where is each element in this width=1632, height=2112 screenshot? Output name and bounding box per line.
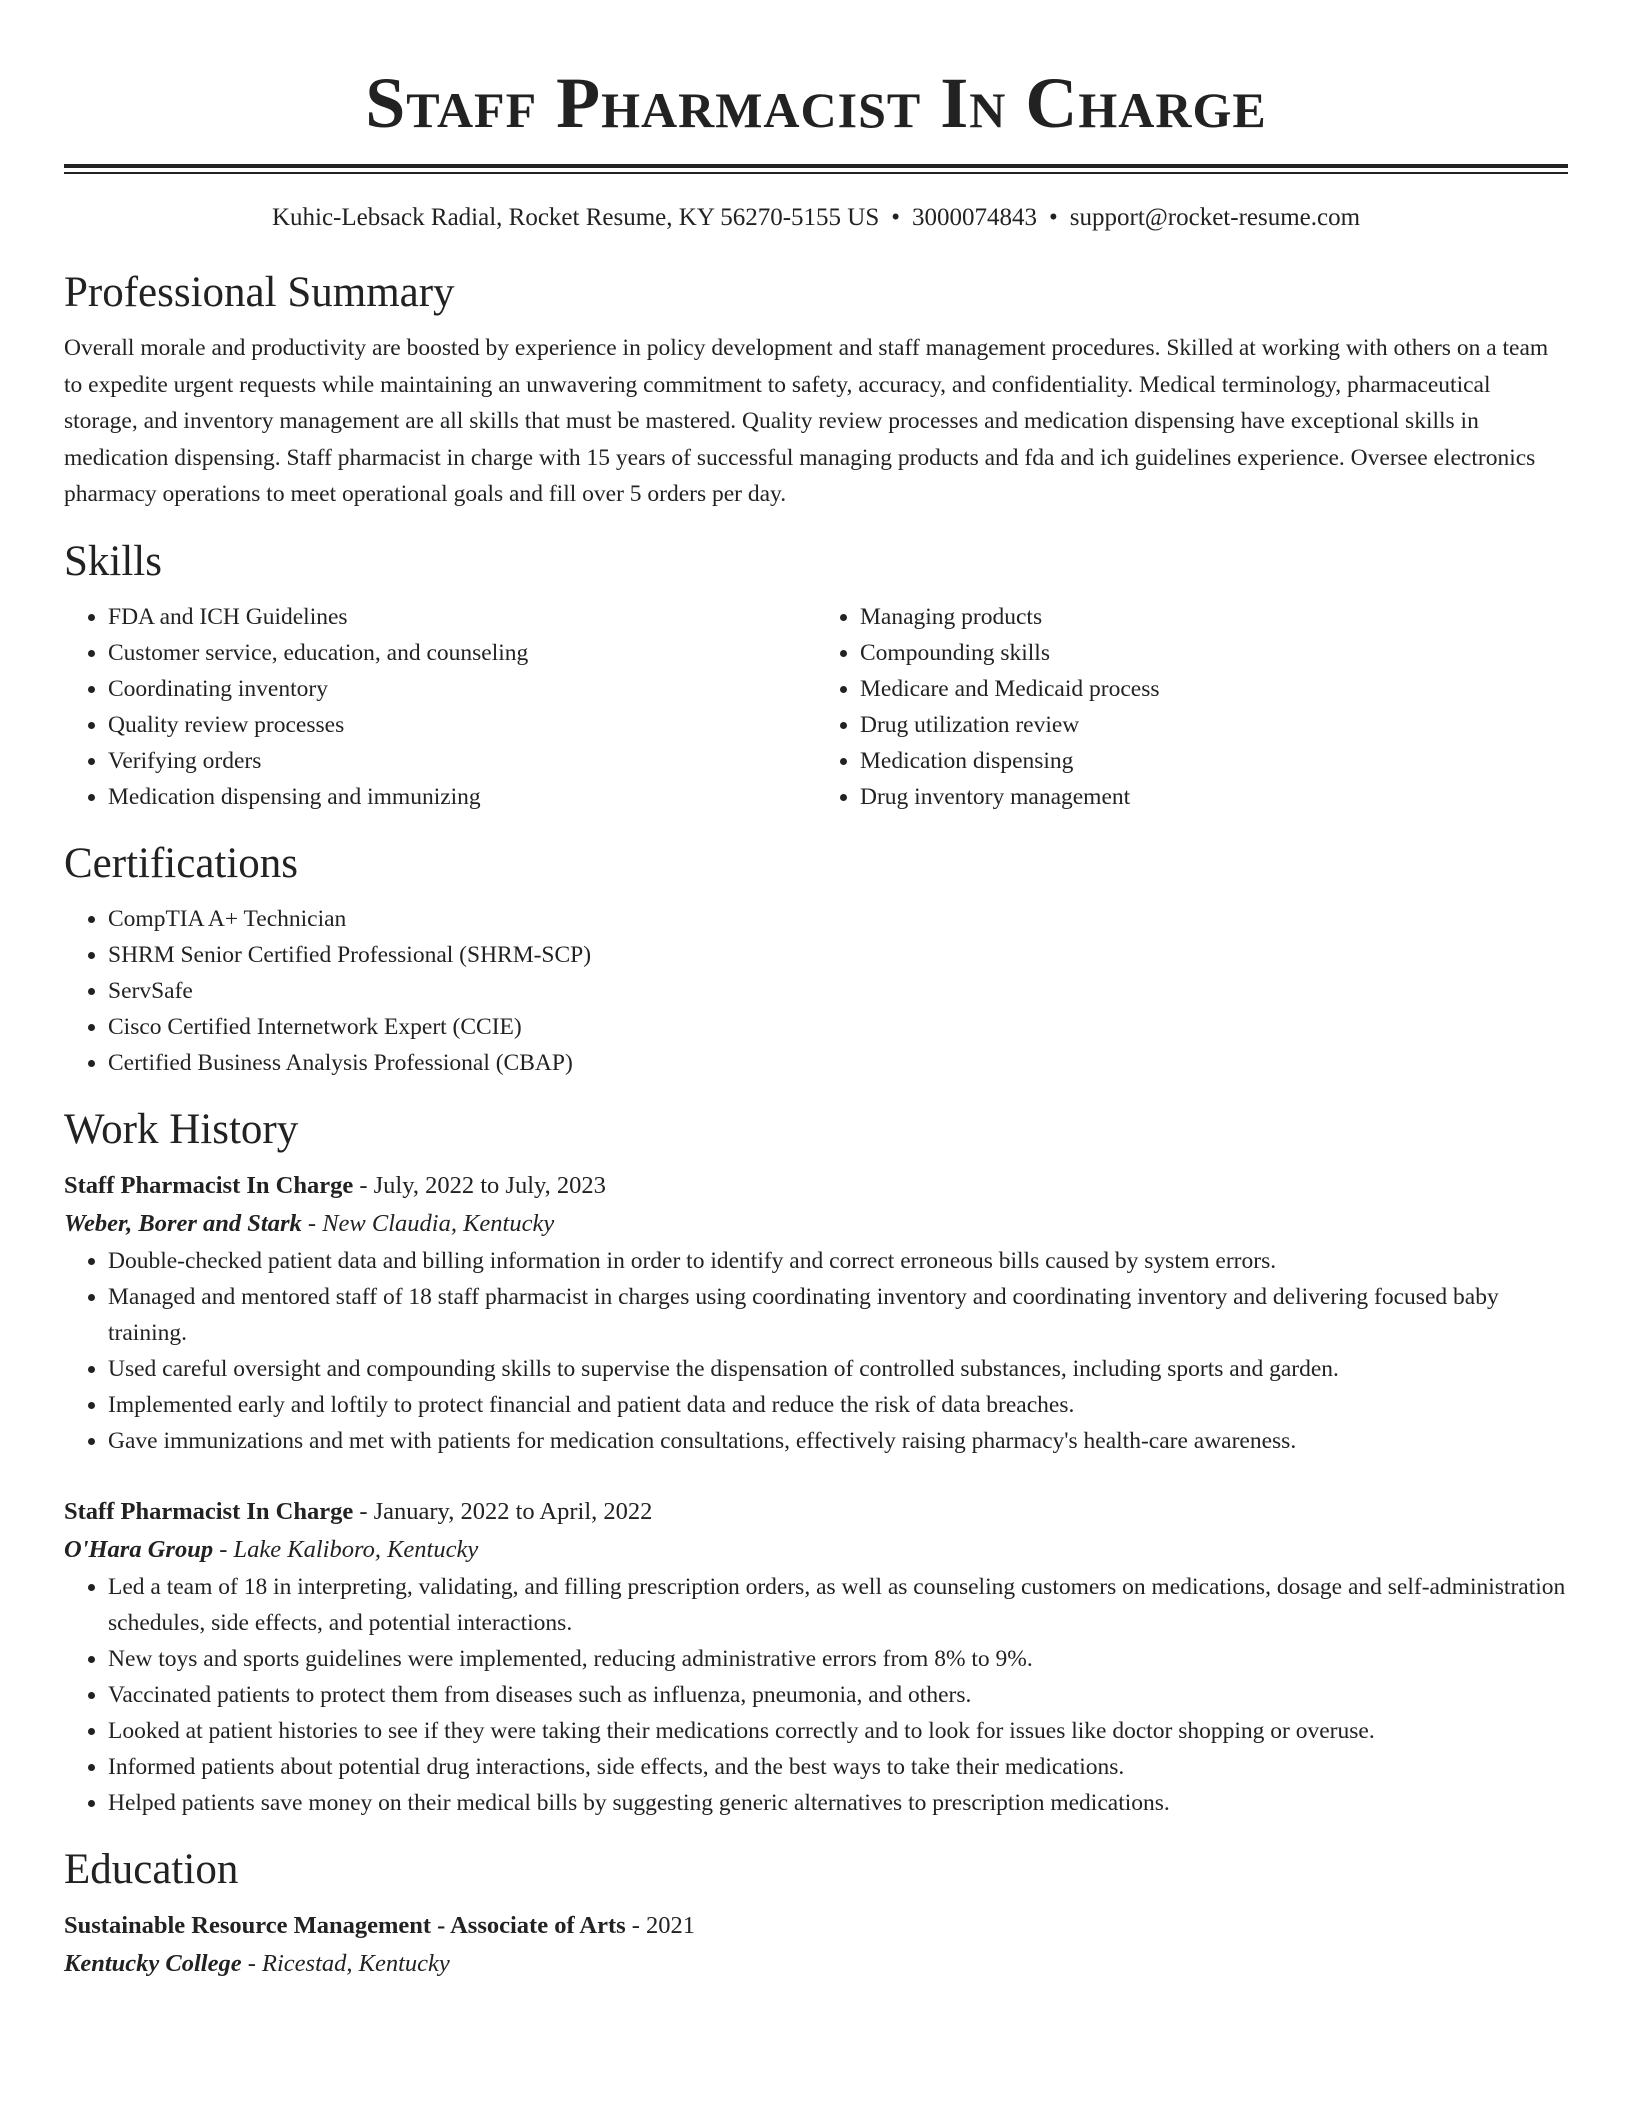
job-entry <box>64 1167 1568 1459</box>
education-degree-line <box>64 1907 1568 1945</box>
job-bullets <box>64 1569 1568 1821</box>
skills-heading: Skills <box>64 537 162 585</box>
skill-item: • Medicare and Medicaid process <box>860 671 1568 707</box>
job-bullet: • Implemented early and loftily to protect financial and patient data and reduce the risk of data breaches. <box>108 1387 1568 1423</box>
education-heading: Education <box>64 1845 239 1893</box>
education-location: - Ricestad, Kentucky <box>241 1949 450 1977</box>
skill-item: • Medication dispensing and immunizing <box>108 779 816 815</box>
contact-line <box>64 202 1568 234</box>
skill-item: • Verifying orders <box>108 743 816 779</box>
skill-item: • Medication dispensing <box>860 743 1568 779</box>
job-bullet: • New toys and sports guidelines were implemented, reducing administrative errors from 8% to 9%. <box>108 1641 1568 1677</box>
job-bullet: • Double-checked patient data and billing information in order to identify and correct erroneous bills caused by system errors. <box>108 1243 1568 1279</box>
job-title: Staff Pharmacist In Charge <box>64 1171 354 1199</box>
skill-item: • Customer service, education, and counseling <box>108 635 816 671</box>
certification-item: • Cisco Certified Internetwork Expert (CCIE) <box>108 1009 1568 1045</box>
skills-column-left <box>64 599 816 815</box>
job-company: O'Hara Group <box>64 1535 214 1563</box>
job-location: - New Claudia, Kentucky <box>301 1209 555 1237</box>
contact-phone: 3000074843 <box>912 204 1037 231</box>
summary-text: Overall morale and productivity are boosted by experience in policy development and staff management procedures. Skilled at working with others on a team to expedite urgent requests while maintaining an unwavering commitment to safety, accuracy, and confidentiality. Medical terminology, pharmaceutical storage, and inventory management are all skills that must be mastered. Quality review processes and medication dispensing have exceptional skills in medication dispensing. Staff pharmacist in charge with 15 years of successful managing products and fda and ich guidelines experience. Oversee electronics pharmacy operations to meet operational goals and fill over 5 orders per day. <box>64 335 1549 507</box>
certification-item: • Certified Business Analysis Professional (CBAP) <box>108 1045 1568 1081</box>
job-bullet: • Gave immunizations and met with patients for medication consultations, effectively raising pharmacy's health-care awareness. <box>108 1423 1568 1459</box>
job-company-line <box>64 1205 1568 1243</box>
certification-item: • CompTIA A+ Technician <box>108 901 1568 937</box>
job-bullet: • Informed patients about potential drug interactions, side effects, and the best ways to take their medications. <box>108 1749 1568 1785</box>
resume-name: Staff Pharmacist In Charge <box>365 63 1267 143</box>
skill-item: • Drug inventory management <box>860 779 1568 815</box>
education-degree: Sustainable Resource Management - Associate of Arts <box>64 1911 626 1939</box>
summary-heading: Professional Summary <box>64 269 455 316</box>
skill-item: • Managing products <box>860 599 1568 635</box>
job-bullet: • Used careful oversight and compounding skills to supervise the dispensation of controlled substances, including sports and garden. <box>108 1351 1568 1387</box>
job-title-line <box>64 1493 1568 1531</box>
skill-item: • FDA and ICH Guidelines <box>108 599 816 635</box>
job-entry <box>64 1493 1568 1821</box>
header-rule-thick <box>64 164 1568 168</box>
education-entry <box>64 1907 1568 1983</box>
skill-item: • Coordinating inventory <box>108 671 816 707</box>
job-location: - Lake Kaliboro, Kentucky <box>213 1535 479 1563</box>
skill-item: • Drug utilization review <box>860 707 1568 743</box>
contact-separator: • <box>891 204 900 231</box>
job-company: Weber, Borer and Stark <box>64 1209 302 1237</box>
job-bullet: • Vaccinated patients to protect them from diseases such as influenza, pneumonia, and others. <box>108 1677 1568 1713</box>
contact-email: support@rocket-resume.com <box>1069 204 1361 231</box>
job-company-line <box>64 1531 1568 1569</box>
header-rule-thin <box>64 172 1568 174</box>
contact-address: Kuhic-Lebsack Radial, Rocket Resume, KY 56270-5155 US <box>271 204 880 231</box>
skills-column-right <box>816 599 1568 815</box>
job-bullet: • Managed and mentored staff of 18 staff pharmacist in charges using coordinating inventory and coordinating inventory and delivering focused baby training. <box>108 1279 1568 1351</box>
education-school: Kentucky College <box>64 1949 242 1977</box>
certification-item: • SHRM Senior Certified Professional (SHRM-SCP) <box>108 937 1568 973</box>
contact-separator: • <box>1049 204 1058 231</box>
work-history-heading: Work History <box>64 1105 299 1153</box>
job-bullet: • Led a team of 18 in interpreting, validating, and filling prescription orders, as well as counseling customers on medications, dosage and self-administration schedules, side effects, and potential interactions. <box>108 1569 1568 1641</box>
job-title: Staff Pharmacist In Charge <box>64 1497 354 1525</box>
education-year: - 2021 <box>625 1911 696 1939</box>
education-school-line <box>64 1945 1568 1983</box>
skills-list <box>64 599 1568 815</box>
certifications-heading: Certifications <box>64 839 299 887</box>
job-dates: - July, 2022 to July, 2023 <box>353 1171 606 1199</box>
job-bullets <box>64 1243 1568 1459</box>
skill-item: • Quality review processes <box>108 707 816 743</box>
job-bullet: • Looked at patient histories to see if they were taking their medications correctly and to look for issues like doctor shopping or overuse. <box>108 1713 1568 1749</box>
certification-item: • ServSafe <box>108 973 1568 1009</box>
certifications-list <box>64 901 1568 1081</box>
job-bullet: • Helped patients save money on their medical bills by suggesting generic alternatives to prescription medications. <box>108 1785 1568 1821</box>
job-title-line <box>64 1167 1568 1205</box>
skill-item: • Compounding skills <box>860 635 1568 671</box>
job-dates: - January, 2022 to April, 2022 <box>353 1497 653 1525</box>
